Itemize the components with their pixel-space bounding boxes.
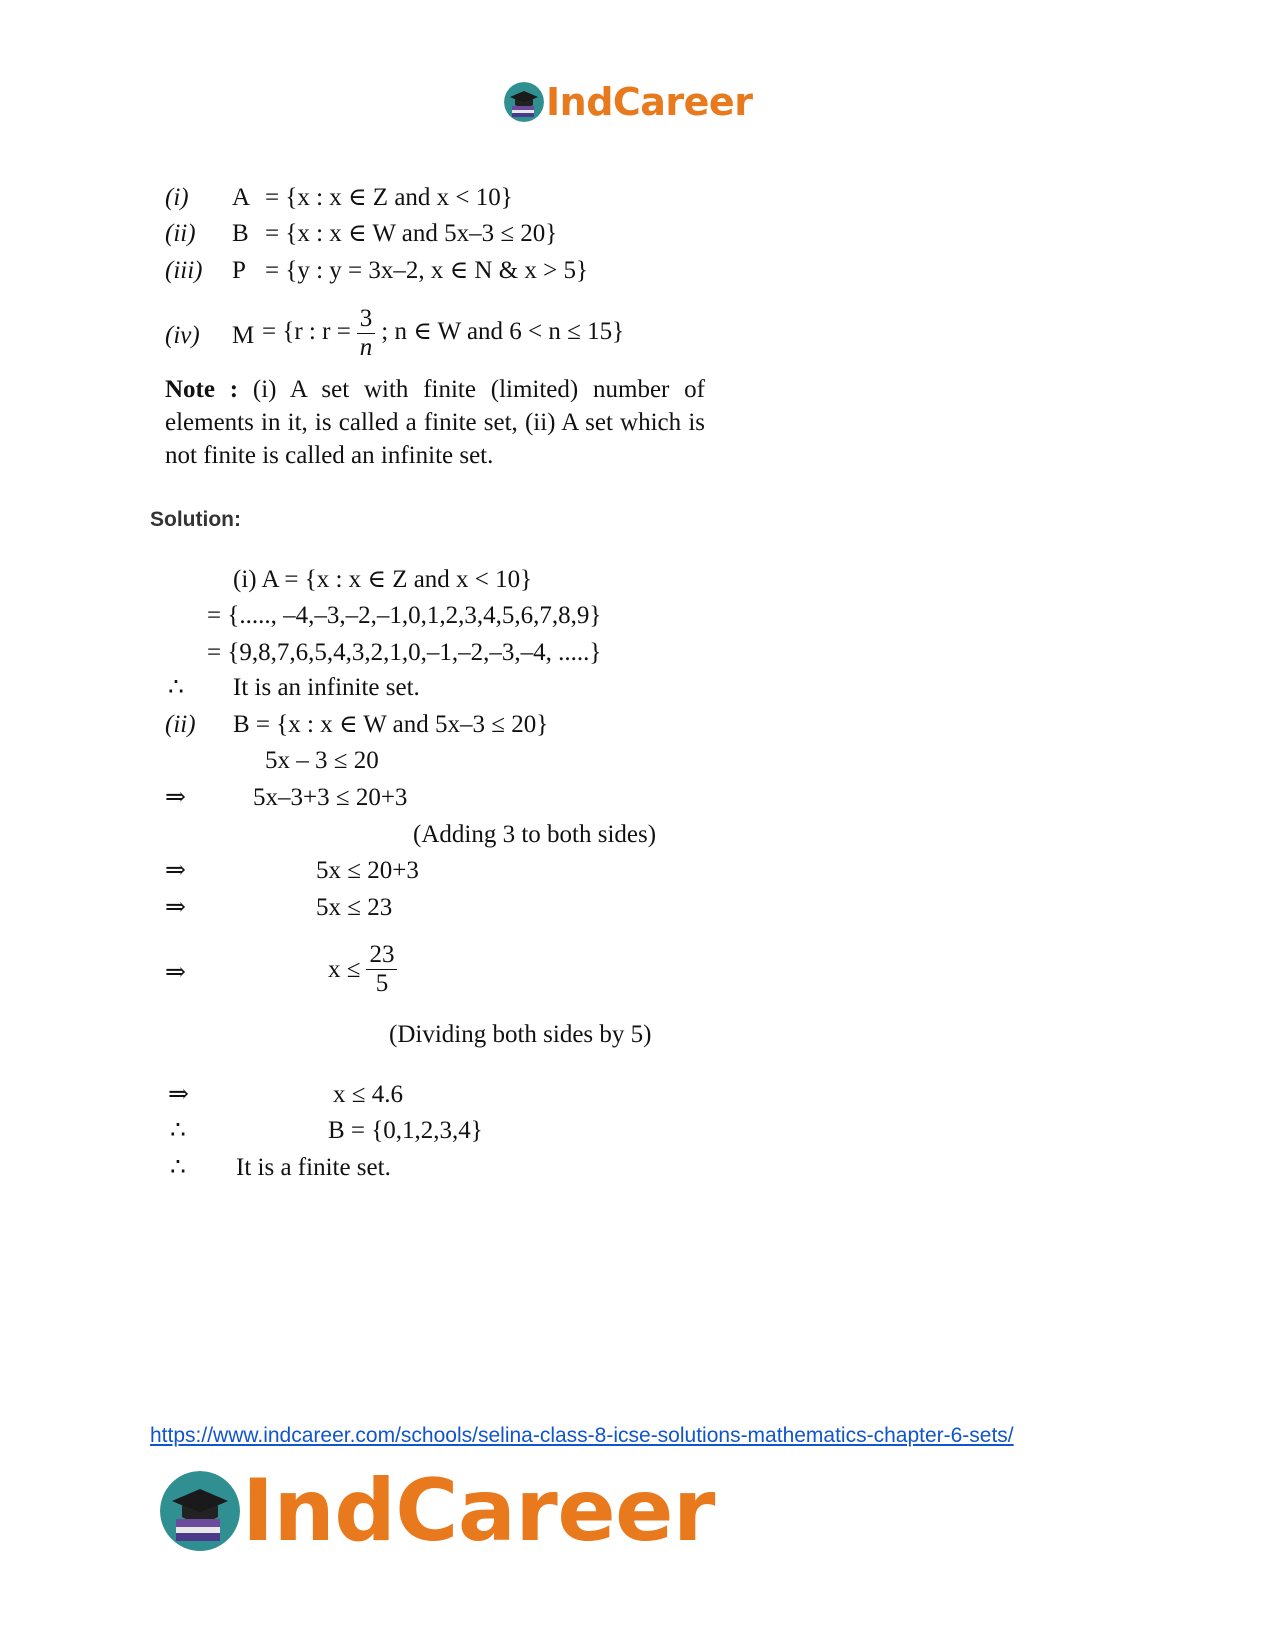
fraction: $\frac{23}{5}$ — [366, 941, 397, 998]
solution-step-15: It is a finite set. — [236, 1154, 391, 1181]
brand-wordmark: IndCareer — [242, 1461, 715, 1561]
item-number: (ii) — [165, 711, 196, 738]
solution-step-13: x ≤ 4.6 — [333, 1081, 403, 1108]
solution-step-2: = {....., –4,–3,–2,–1,0,1,2,3,4,5,6,7,8,9} — [207, 602, 602, 629]
implies-symbol: ⇒ — [168, 1081, 189, 1108]
implies-symbol: ⇒ — [165, 857, 186, 884]
therefore-symbol: ∴ — [170, 1117, 186, 1144]
logo-top — [504, 80, 752, 124]
logo-bottom — [160, 1461, 715, 1561]
implies-symbol: ⇒ — [165, 784, 186, 811]
therefore-symbol: ∴ — [170, 1154, 186, 1181]
brand-wordmark: IndCareer — [546, 80, 753, 124]
solution-step-4: It is an infinite set. — [233, 674, 420, 701]
solution-step-12: (Dividing both sides by 5) — [389, 1021, 652, 1048]
solution-step-6: 5x – 3 ≤ 20 — [265, 747, 379, 774]
implies-symbol: ⇒ — [165, 894, 186, 921]
source-link[interactable]: https://www.indcareer.com/schools/selina-class-8-icse-solutions-mathematics-chapter-6-sets/ — [150, 1424, 1014, 1447]
fraction: $\frac{3}{n}$ — [357, 305, 376, 362]
graduation-cap-emblem-icon — [160, 1471, 240, 1551]
solution-heading: Solution: — [150, 508, 241, 531]
solution-step-5: B = {x : x ∈ W and 5x–3 ≤ 20} — [233, 711, 549, 738]
solution-step-14: B = {0,1,2,3,4} — [328, 1117, 483, 1144]
solution-step-11: x ≤ $\frac{23}{5}$ — [328, 941, 403, 1005]
solution-step-3: = {9,8,7,6,5,4,3,2,1,0,–1,–2,–3,–4, .....} — [207, 639, 602, 666]
implies-symbol: ⇒ — [165, 959, 186, 986]
solution-step-8: (Adding 3 to both sides) — [413, 821, 657, 848]
note-paragraph: Note : (i) A set with finite (limited) number of elements in it, is called a finite set, (ii) A set which is not finite is called an infinite set. — [165, 376, 705, 469]
solution-step-9: 5x ≤ 20+3 — [316, 857, 419, 884]
therefore-symbol: ∴ — [168, 674, 184, 701]
solution-step-7: 5x–3+3 ≤ 20+3 — [253, 784, 408, 811]
solution-step-1: (i) A = {x : x ∈ Z and x < 10} — [233, 566, 533, 593]
graduation-cap-emblem-icon — [504, 82, 544, 122]
solution-step-10: 5x ≤ 23 — [316, 894, 393, 921]
